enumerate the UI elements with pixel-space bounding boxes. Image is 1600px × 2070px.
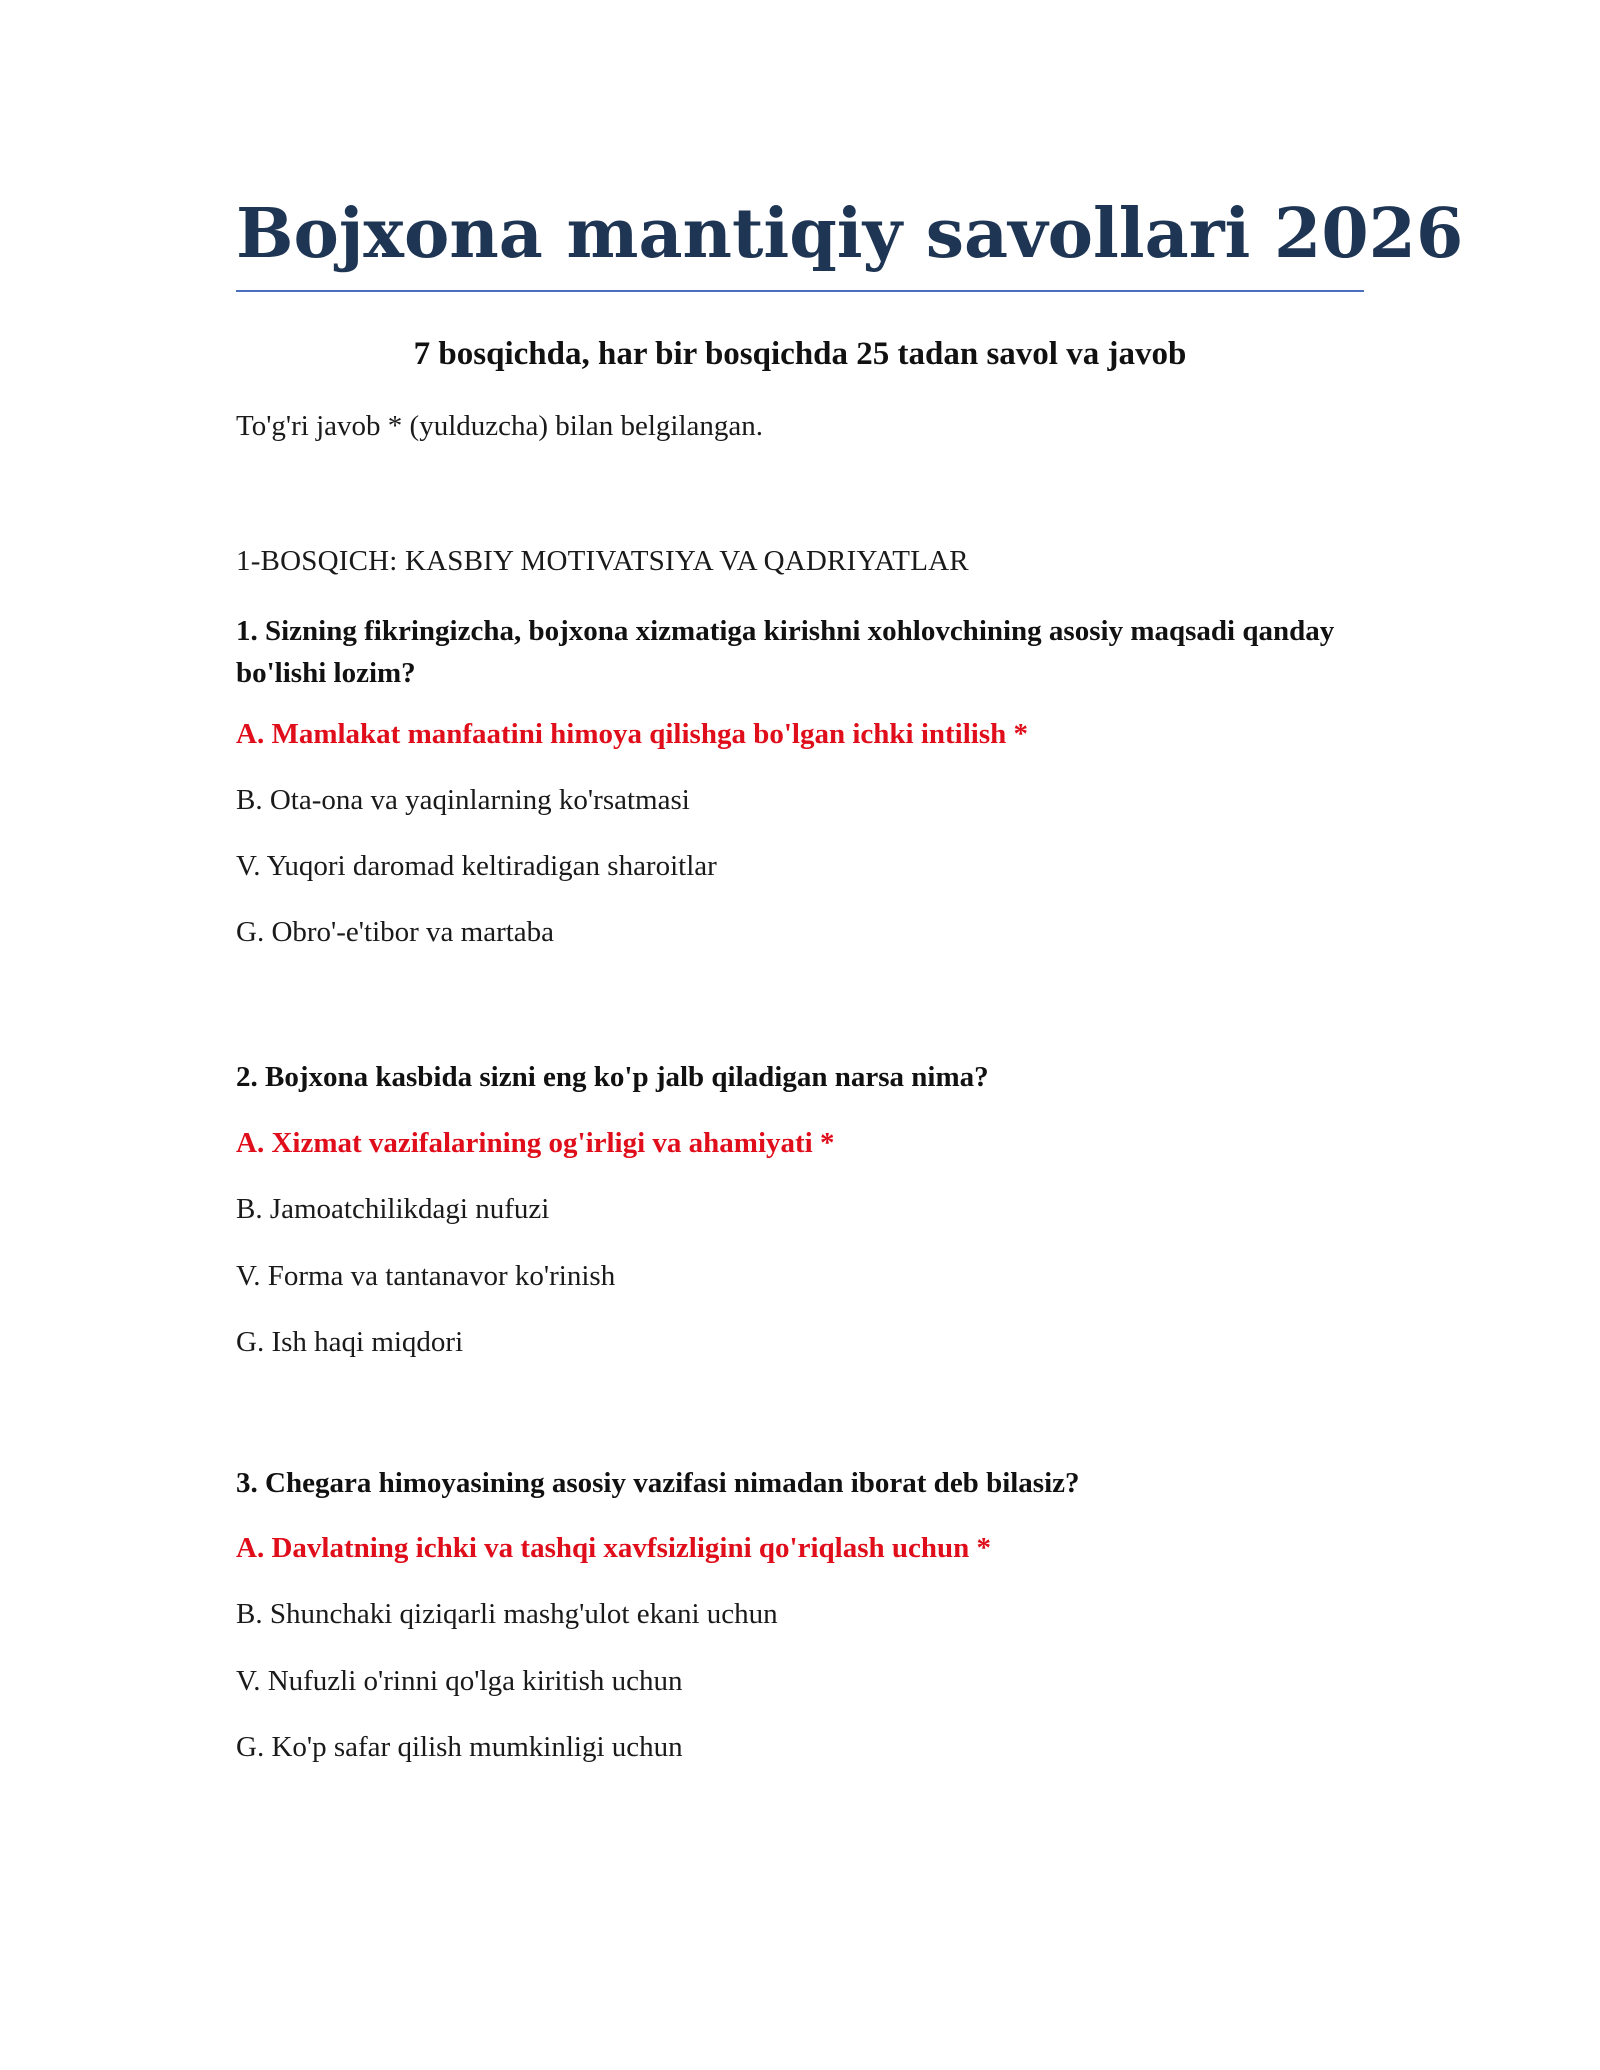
question-text: 3. Chegara himoyasining asosiy vazifasi nimadan iborat deb bilasiz? bbox=[236, 1467, 1080, 1499]
option-a-correct: A. Mamlakat manfaatini himoya qilishga bo'lgan ichki intilish * bbox=[236, 718, 1029, 750]
answer-key-note: To'g'ri javob * (yulduzcha) bilan belgilangan. bbox=[236, 410, 764, 442]
question-1 bbox=[236, 610, 1364, 948]
document-subtitle: 7 bosqichda, har bir bosqichda 25 tadan savol va javob bbox=[413, 336, 1187, 372]
question-text: 1. Sizning fikringizcha, bojxona xizmatiga kirishni xohlovchining asosiy maqsadi qanday bo'lishi lozim? bbox=[236, 615, 1335, 689]
option-g: G. Ish haqi miqdori bbox=[236, 1326, 464, 1358]
option-a-correct: A. Davlatning ichki va tashqi xavfsizligini qo'riqlash uchun * bbox=[236, 1532, 991, 1564]
document-title: Bojxona mantiqiy savollari 2026 bbox=[236, 194, 1464, 274]
stage-heading: 1-BOSQICH: KASBIY MOTIVATSIYA VA QADRIYATLAR bbox=[236, 545, 969, 577]
option-g: G. Obro'-e'tibor va martaba bbox=[236, 916, 555, 948]
question-2 bbox=[236, 1056, 1364, 1358]
option-b: B. Ota-ona va yaqinlarning ko'rsatmasi bbox=[236, 784, 690, 816]
title-underline bbox=[236, 290, 1364, 292]
option-g: G. Ko'p safar qilish mumkinligi uchun bbox=[236, 1731, 683, 1763]
option-v: V. Yuqori daromad keltiradigan sharoitlar bbox=[236, 850, 717, 882]
option-v: V. Forma va tantanavor ko'rinish bbox=[236, 1260, 616, 1292]
option-b: B. Jamoatchilikdagi nufuzi bbox=[236, 1193, 550, 1225]
option-v: V. Nufuzli o'rinni qo'lga kiritish uchun bbox=[236, 1665, 683, 1697]
option-a-correct: A. Xizmat vazifalarining og'irligi va ahamiyati * bbox=[236, 1127, 835, 1159]
question-3 bbox=[236, 1462, 1364, 1763]
option-b: B. Shunchaki qiziqarli mashg'ulot ekani uchun bbox=[236, 1598, 778, 1630]
question-text: 2. Bojxona kasbida sizni eng ko'p jalb qiladigan narsa nima? bbox=[236, 1061, 989, 1093]
